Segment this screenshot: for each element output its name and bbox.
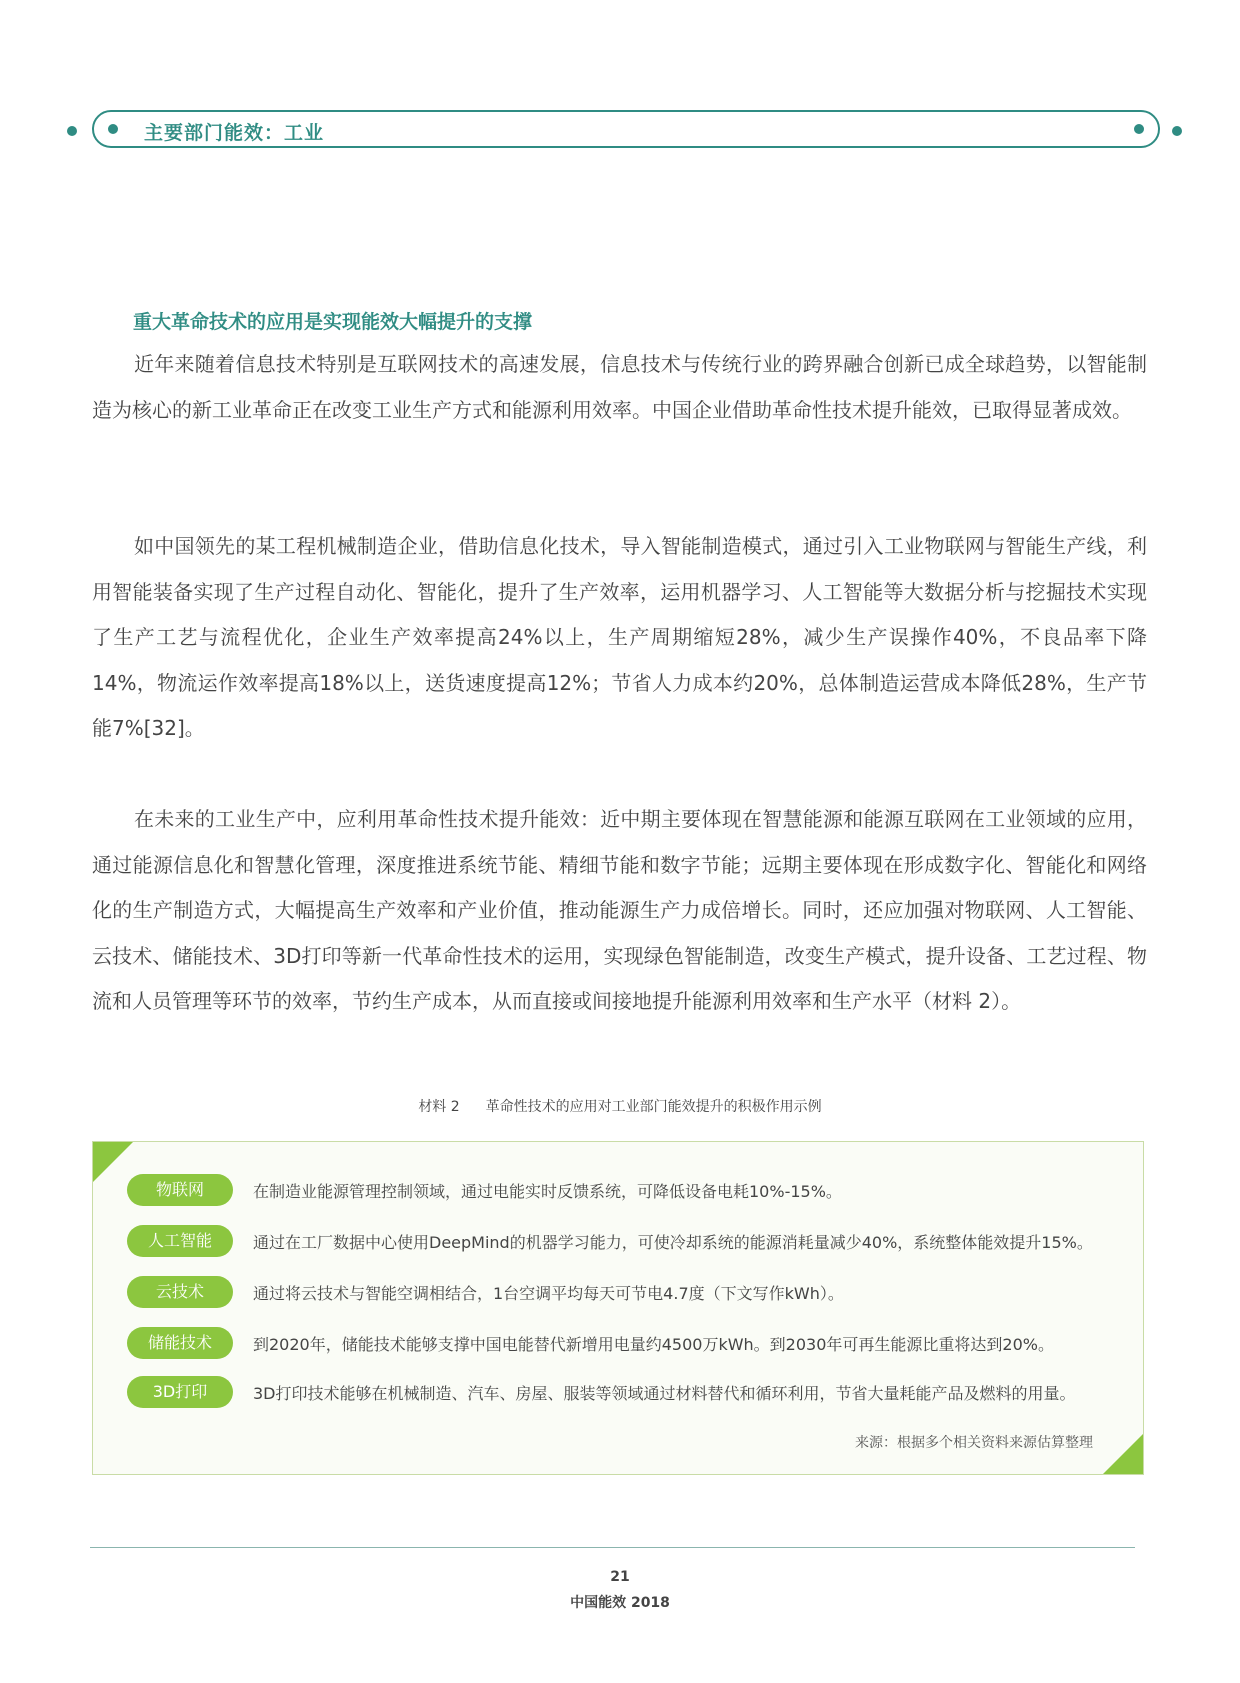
tag-ai: 人工智能: [127, 1225, 233, 1257]
material-row-3d-printing: [127, 1376, 1076, 1408]
material-row-storage: [127, 1327, 1054, 1359]
header-left-outer-dot: [67, 126, 77, 136]
caption-text: 革命性技术的应用对工业部门能效提升的积极作用示例: [485, 1099, 822, 1115]
header-pill: [92, 110, 1160, 148]
header-right-outer-dot: [1172, 126, 1182, 136]
material-row-cloud: [127, 1276, 844, 1308]
paragraph-1: 近年来随着信息技术特别是互联网技术的高速发展，信息技术与传统行业的跨界融合创新已成全球趋势，以智能制造为核心的新工业革命正在改变工业生产方式和能源利用效率。中国企业借助革命性技术提升能效，已取得显著成效。: [92, 352, 1147, 422]
section-title: 重大革命技术的应用是实现能效大幅提升的支撑: [133, 311, 533, 333]
header-left-inner-dot: [108, 124, 118, 134]
tag-3d-printing: 3D打印: [127, 1376, 233, 1408]
tag-cloud: 云技术: [127, 1276, 233, 1308]
box-corner-bottom-right: [1103, 1434, 1143, 1474]
desc-iot: 在制造业能源管理控制领域，通过电能实时反馈系统，可降低设备电耗10%-15%。: [253, 1181, 842, 1201]
material-caption: [0, 1096, 1240, 1116]
tag-storage: 储能技术: [127, 1327, 233, 1359]
paragraph-2: 如中国领先的某工程机械制造企业，借助信息化技术，导入智能制造模式，通过引入工业物联网与智能生产线，利用智能装备实现了生产过程自动化、智能化，提升了生产效率，运用机器学习、人工智能等大数据分析与挖掘技术实现了生产工艺与流程优化，企业生产效率提高24%以上，生产周期缩短28%，减少生产误操作40%，不良品率下降14%，物流运作效率提高18%以上，送货速度提高12%；节省人力成本约20%，总体制造运营成本降低28%，生产节能7%[32]。: [92, 534, 1147, 740]
header-right-inner-dot: [1134, 124, 1144, 134]
publication-label: 中国能效 2018: [570, 1595, 670, 1611]
desc-3d-printing: 3D打印技术能够在机械制造、汽车、房屋、服装等领域通过材料替代和循环利用，节省大量耗能产品及燃料的用量。: [253, 1383, 1076, 1403]
source-note: 来源：根据多个相关资料来源估算整理: [855, 1435, 1093, 1451]
page-header: [62, 108, 1187, 154]
desc-cloud: 通过将云技术与智能空调相结合，1台空调平均每天可节电4.7度（下文写作kWh）。: [253, 1283, 844, 1303]
caption-number: 材料 2: [418, 1099, 460, 1115]
footer-rule: [90, 1547, 1135, 1548]
material-row-iot: [127, 1174, 842, 1206]
desc-ai: 通过在工厂数据中心使用DeepMind的机器学习能力，可使冷却系统的能源消耗量减少40%，系统整体能效提升15%。: [253, 1232, 1093, 1252]
header-title: 主要部门能效：工业: [144, 122, 325, 144]
tag-iot: 物联网: [127, 1174, 233, 1206]
page-number: 21: [610, 1569, 630, 1585]
paragraph-3: 在未来的工业生产中，应利用革命性技术提升能效：近中期主要体现在智慧能源和能源互联网在工业领域的应用，通过能源信息化和智慧化管理，深度推进系统节能、精细节能和数字节能；远期主要体现在形成数字化、智能化和网络化的生产制造方式，大幅提高生产效率和产业价值，推动能源生产力成倍增长。同时，还应加强对物联网、人工智能、云技术、储能技术、3D打印等新一代革命性技术的运用，实现绿色智能制造，改变生产模式，提升设备、工艺过程、物流和人员管理等环节的效率，节约生产成本，从而直接或间接地提升能源利用效率和生产水平（材料 2）。: [92, 807, 1147, 1013]
material-row-ai: [127, 1225, 1093, 1257]
desc-storage: 到2020年，储能技术能够支撑中国电能替代新增用电量约4500万kWh。到2030年可再生能源比重将达到20%。: [253, 1334, 1054, 1354]
material-box: [92, 1141, 1144, 1475]
